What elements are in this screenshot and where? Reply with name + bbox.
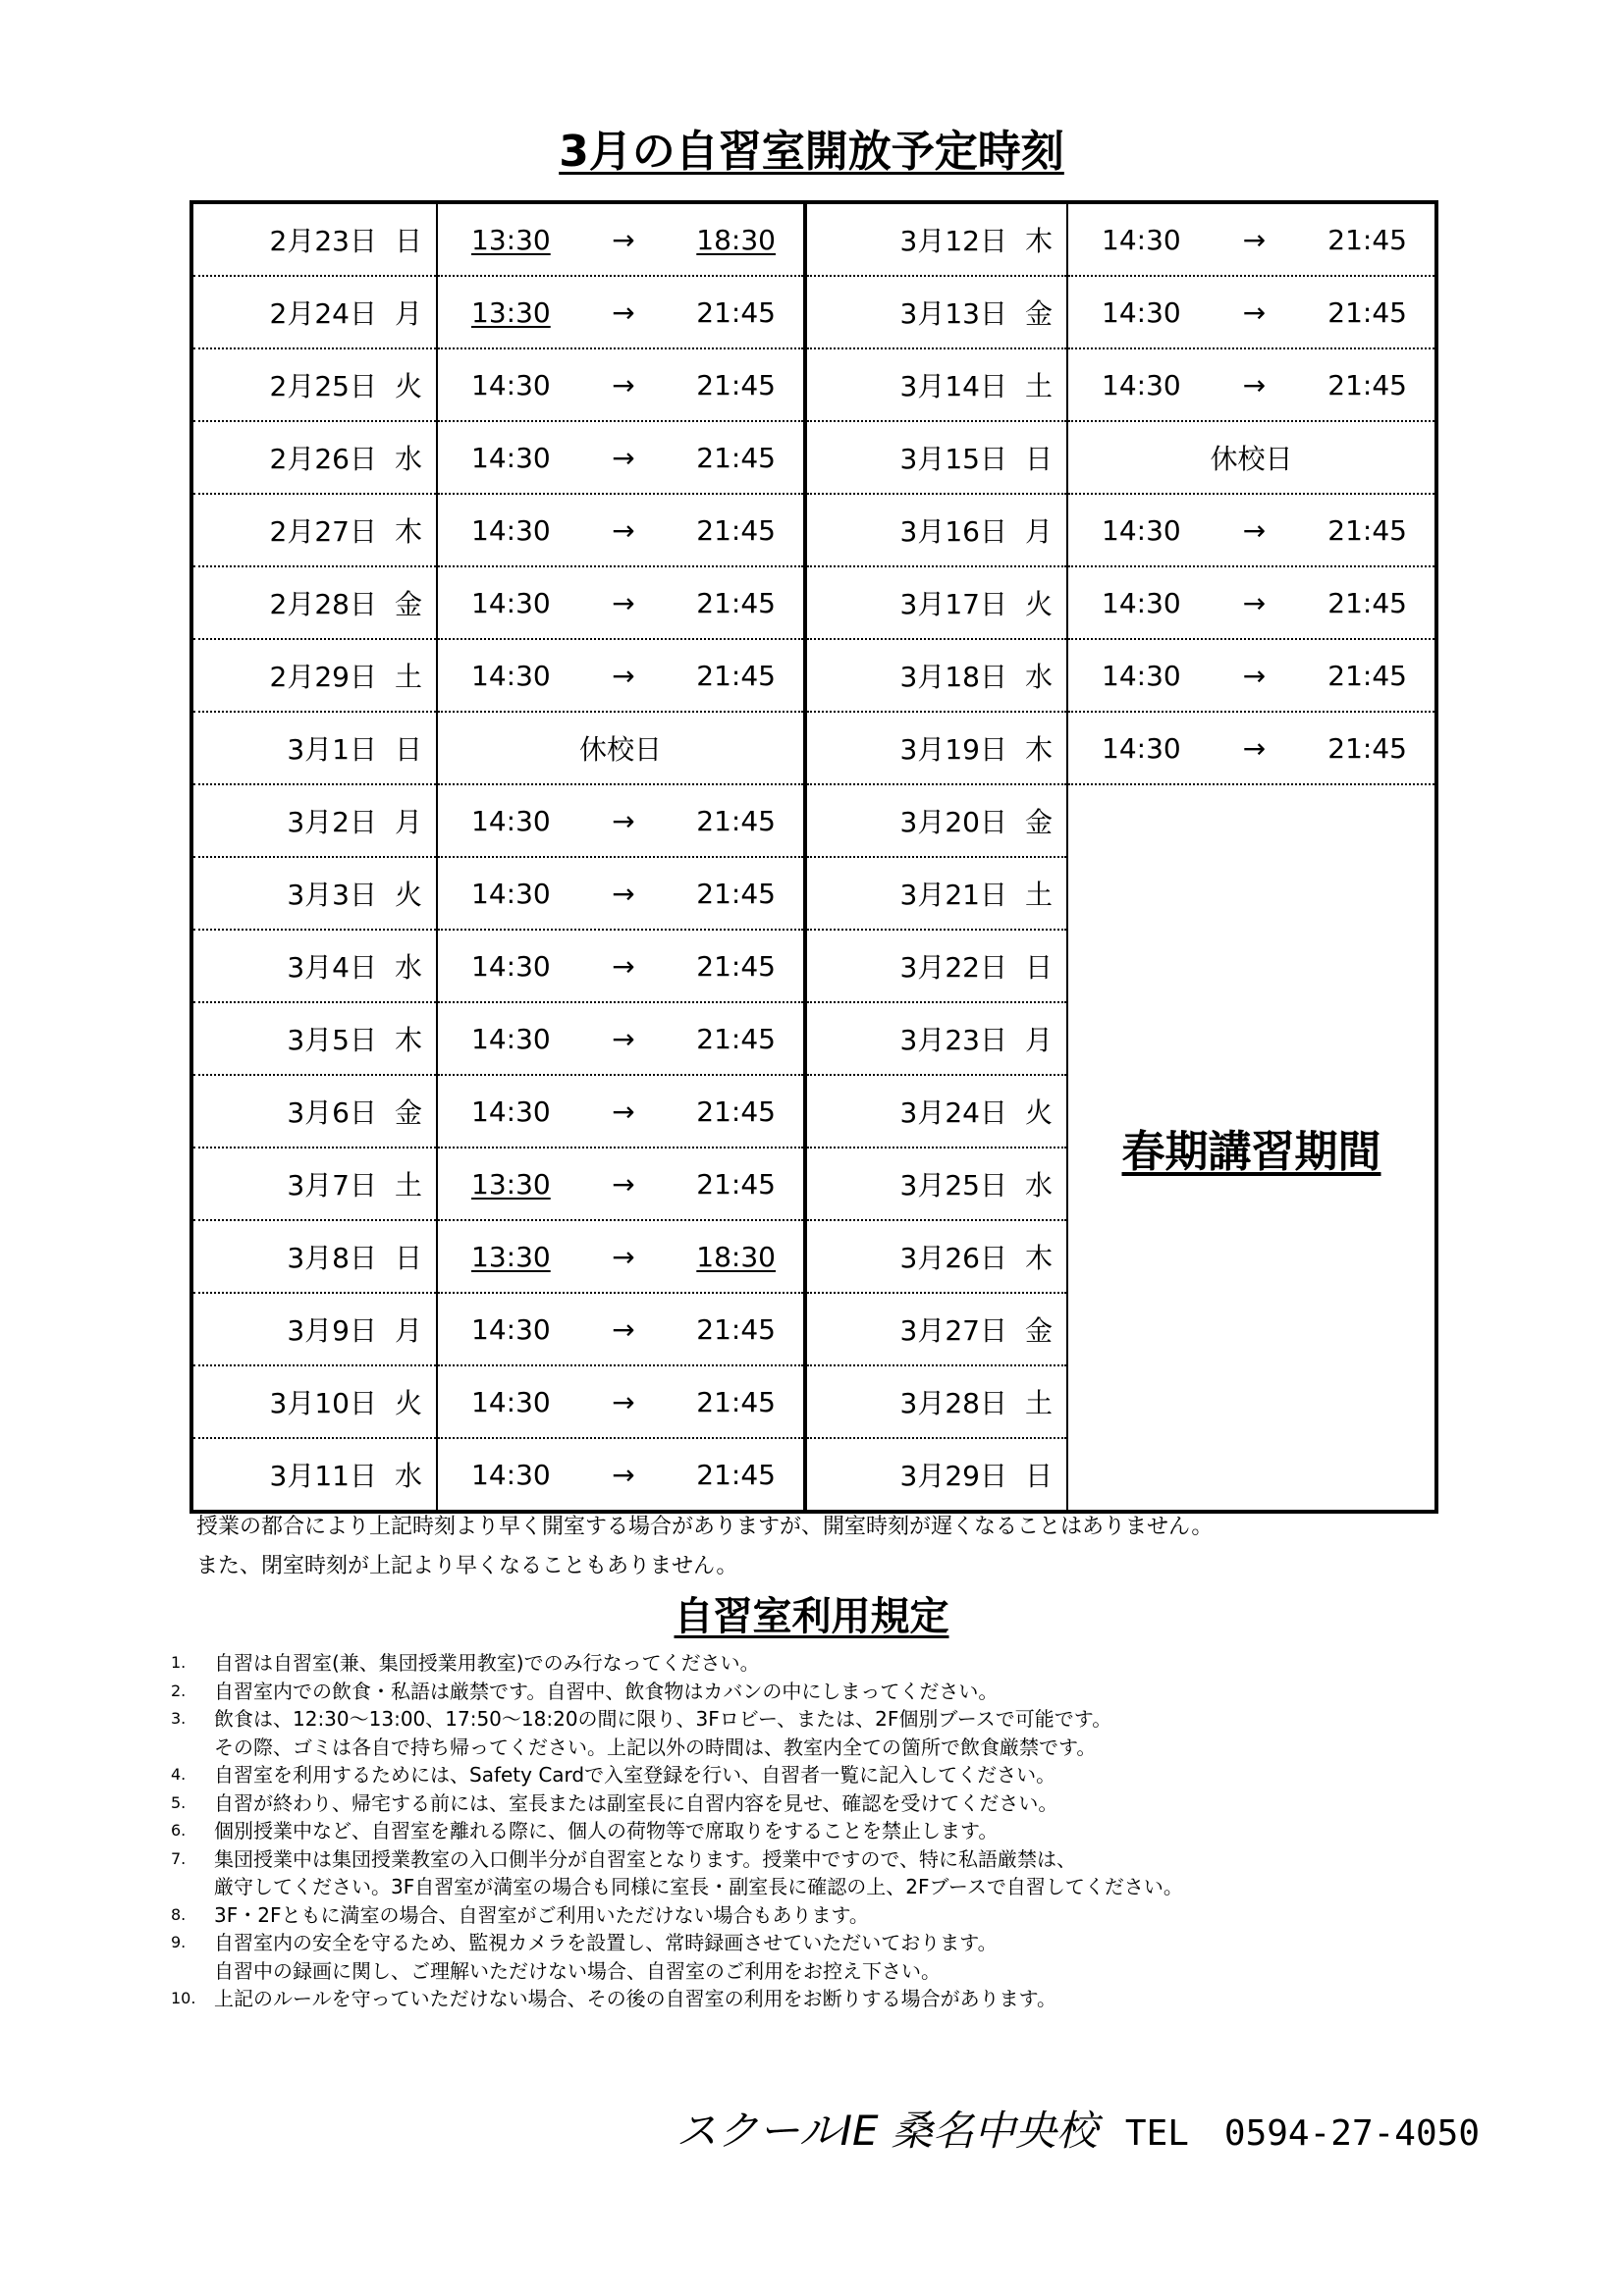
rule-number: 1. — [171, 1653, 187, 1672]
closed-label: 休校日 — [1210, 443, 1293, 475]
weekday: 木 — [1024, 733, 1053, 766]
close-time: 21:45 — [1327, 368, 1407, 401]
close-time: 21:45 — [696, 1312, 776, 1346]
time-cell — [437, 566, 805, 639]
date-cell — [191, 712, 437, 784]
date: 3月24日 — [899, 1096, 1007, 1129]
time-cell — [437, 930, 805, 1002]
time-cell — [437, 202, 805, 276]
date-cell — [191, 1148, 437, 1220]
time-cell — [1067, 202, 1436, 276]
date-cell — [191, 639, 437, 712]
schedule-row — [191, 421, 1436, 494]
rule-text: 自習が終わり、帰宅する前には、室長または副室長に自習内容を見せ、確認を受けてください。 — [214, 1790, 1058, 1815]
close-time: 21:45 — [696, 295, 776, 329]
time-range — [438, 587, 803, 619]
rule-text: 飲食は、12:30～13:00、17:50～18:20の間に限り、3Fロビー、または、2F個別ブースで可能です。 — [214, 1707, 1112, 1731]
open-time: 14:30 — [471, 513, 551, 547]
time-cell — [437, 712, 805, 784]
time-cell — [437, 639, 805, 712]
close-time: 21:45 — [696, 1385, 776, 1418]
arrow: → — [1242, 586, 1267, 619]
date: 2月25日 — [269, 370, 377, 402]
weekday: 土 — [1024, 879, 1053, 911]
weekday: 日 — [394, 225, 422, 257]
close-time: 21:45 — [696, 1022, 776, 1055]
rule-text: 集団授業中は集団授業教室の入口側半分が自習室となります。授業中ですので、特に私語厳禁は、 — [214, 1846, 1076, 1871]
rule-number: 6. — [171, 1821, 187, 1840]
time-cell — [1067, 494, 1436, 566]
rule-text: 自習室内での飲食・私語は厳禁です。自習中、飲食物はカバンの中にしまってください。 — [214, 1679, 999, 1703]
weekday: 月 — [394, 297, 422, 330]
page-title: 3月の自習室開放予定時刻 — [559, 127, 1064, 177]
date: 3月3日 — [287, 879, 377, 911]
close-time: 21:45 — [696, 513, 776, 547]
time-range — [1068, 514, 1434, 547]
time-range — [438, 1023, 803, 1055]
date-cell — [191, 421, 437, 494]
time-cell — [437, 857, 805, 930]
date-cell — [191, 1293, 437, 1365]
rule-item — [171, 1845, 1183, 1901]
close-time: 21:45 — [696, 804, 776, 837]
open-time: 14:30 — [471, 1312, 551, 1346]
rule-number: 8. — [171, 1904, 187, 1924]
close-time: 21:45 — [696, 441, 776, 474]
rule-item — [171, 1789, 1183, 1818]
weekday: 火 — [1024, 1096, 1053, 1129]
open-time: 14:30 — [471, 1385, 551, 1418]
weekday: 火 — [1024, 588, 1053, 620]
rules-title: 自習室利用規定 — [674, 1594, 949, 1639]
time-cell — [437, 1220, 805, 1293]
time-range — [438, 296, 803, 329]
rule-item — [171, 1761, 1183, 1789]
school-name: スクールIE 桑名中央校 — [676, 2107, 1098, 2155]
weekday: 火 — [394, 370, 422, 402]
open-time: 14:30 — [471, 1022, 551, 1055]
close-time: 21:45 — [1327, 731, 1407, 765]
open-time: 14:30 — [1102, 368, 1181, 401]
date-cell — [191, 348, 437, 421]
weekday: 月 — [394, 806, 422, 838]
open-time: 14:30 — [1102, 223, 1181, 256]
rule-text: 自習室を利用するためには、Safety Cardで入室登録を行い、自習者一覧に記入してください。 — [214, 1763, 1056, 1787]
date-cell — [191, 1438, 437, 1512]
date: 3月6日 — [287, 1096, 377, 1129]
close-time: 21:45 — [696, 877, 776, 910]
time-range — [438, 1168, 803, 1201]
weekday: 日 — [1024, 951, 1053, 984]
date: 3月19日 — [899, 733, 1007, 766]
arrow: → — [1242, 513, 1267, 547]
time-range — [1068, 296, 1434, 329]
weekday: 日 — [394, 733, 422, 766]
open-time: 14:30 — [471, 441, 551, 474]
date: 3月7日 — [287, 1169, 377, 1201]
weekday: 木 — [394, 515, 422, 548]
close-time: 21:45 — [1327, 513, 1407, 547]
time-range — [438, 805, 803, 837]
time-range — [1068, 732, 1434, 765]
time-range — [1068, 224, 1434, 256]
arrow: → — [612, 1022, 635, 1055]
time-cell — [437, 1293, 805, 1365]
weekday: 木 — [1024, 225, 1053, 257]
open-time: 13:30 — [471, 295, 551, 329]
date-cell — [191, 784, 437, 857]
time-cell — [437, 784, 805, 857]
rule-item — [171, 1678, 1183, 1706]
open-time: 14:30 — [471, 586, 551, 619]
weekday: 水 — [394, 951, 422, 984]
close-time: 21:45 — [1327, 659, 1407, 692]
weekday: 日 — [394, 1242, 422, 1274]
date: 3月18日 — [899, 661, 1007, 693]
open-time: 13:30 — [471, 1240, 551, 1273]
arrow: → — [612, 586, 635, 619]
date: 3月1日 — [287, 733, 377, 766]
date: 3月29日 — [899, 1460, 1007, 1492]
weekday: 木 — [1024, 1242, 1053, 1274]
open-time: 14:30 — [471, 1095, 551, 1128]
date-cell — [805, 857, 1067, 930]
weekday: 火 — [394, 1387, 422, 1419]
time-range — [438, 660, 803, 692]
time-range — [438, 1241, 803, 1273]
close-time: 21:45 — [1327, 295, 1407, 329]
rule-item — [171, 1985, 1183, 2013]
time-cell — [437, 1075, 805, 1148]
rule-item — [171, 1705, 1183, 1761]
date: 2月26日 — [269, 443, 377, 475]
time-cell — [437, 348, 805, 421]
time-range — [438, 950, 803, 983]
time-range — [1068, 660, 1434, 692]
rule-number: 9. — [171, 1933, 187, 1951]
rule-number: 4. — [171, 1765, 187, 1784]
arrow: → — [1242, 659, 1267, 692]
close-time: 18:30 — [696, 1240, 776, 1273]
date-cell — [191, 1365, 437, 1438]
open-time: 14:30 — [471, 659, 551, 692]
footer — [676, 2099, 1480, 2158]
date-cell — [805, 1365, 1067, 1438]
schedule-row — [191, 639, 1436, 712]
weekday: 金 — [1024, 1314, 1053, 1347]
close-time: 21:45 — [696, 1167, 776, 1201]
arrow: → — [612, 1385, 635, 1418]
arrow: → — [1242, 223, 1267, 256]
close-time: 21:45 — [1327, 223, 1407, 256]
weekday: 日 — [1024, 443, 1053, 475]
date-cell — [191, 494, 437, 566]
weekday: 水 — [1024, 1169, 1053, 1201]
weekday: 水 — [394, 1460, 422, 1492]
rule-item — [171, 1901, 1183, 1930]
rule-item — [171, 1649, 1183, 1678]
schedule-row — [191, 202, 1436, 276]
weekday: 月 — [394, 1314, 422, 1347]
rule-text: 厳守してください。3F自習室が満室の場合も同様に室長・副室長に確認の上、2Fブースで自習してください。 — [214, 1875, 1183, 1898]
time-range — [438, 514, 803, 547]
date: 3月4日 — [287, 951, 377, 984]
date-cell — [805, 712, 1067, 784]
arrow: → — [612, 368, 635, 401]
time-cell — [1067, 639, 1436, 712]
arrow: → — [612, 295, 635, 329]
schedule-row — [191, 784, 1436, 857]
time-cell — [437, 276, 805, 348]
rule-number: 2. — [171, 1681, 187, 1700]
rules-list — [171, 1649, 1183, 2013]
date-cell — [191, 1220, 437, 1293]
arrow: → — [612, 223, 635, 256]
open-time: 13:30 — [471, 1167, 551, 1201]
date: 3月27日 — [899, 1314, 1007, 1347]
time-cell — [1067, 421, 1436, 494]
weekday: 金 — [1024, 297, 1053, 330]
rule-text: その際、ゴミは各自で持ち帰ってください。上記以外の時間は、教室内全ての箇所で飲食厳禁です。 — [214, 1735, 1097, 1759]
time-range — [438, 1386, 803, 1418]
close-time: 21:45 — [696, 368, 776, 401]
date: 3月16日 — [899, 515, 1007, 548]
date-cell — [805, 639, 1067, 712]
rule-text: 自習室内の安全を守るため、監視カメラを設置し、常時録画させていただいております。 — [214, 1931, 998, 1954]
date-cell — [191, 930, 437, 1002]
close-time: 21:45 — [1327, 586, 1407, 619]
note-line: 授業の都合により上記時刻より早く開室する場合がありますが、開室時刻が遅くなることはありません。 — [196, 1515, 1214, 1539]
arrow: → — [612, 877, 635, 910]
date: 3月14日 — [899, 370, 1007, 402]
date: 3月20日 — [899, 806, 1007, 838]
open-time: 14:30 — [1102, 659, 1181, 692]
time-cell — [437, 1002, 805, 1075]
weekday: 土 — [394, 1169, 422, 1201]
close-time: 21:45 — [696, 1095, 776, 1128]
rule-text: 3F・2Fともに満室の場合、自習室がご利用いただけない場合もあります。 — [214, 1902, 869, 1927]
rule-item — [171, 1929, 1183, 1985]
weekday: 水 — [1024, 661, 1053, 693]
time-range — [438, 1313, 803, 1346]
time-cell — [1067, 566, 1436, 639]
date-cell — [805, 202, 1067, 276]
date-cell — [805, 348, 1067, 421]
date-cell — [191, 1002, 437, 1075]
arrow: → — [1242, 295, 1267, 329]
date-cell — [805, 1075, 1067, 1148]
close-time: 21:45 — [696, 659, 776, 692]
date-cell — [805, 421, 1067, 494]
open-time: 14:30 — [1102, 731, 1181, 765]
date: 3月22日 — [899, 951, 1007, 984]
date-cell — [191, 857, 437, 930]
date-cell — [805, 1293, 1067, 1365]
weekday: 月 — [1024, 515, 1053, 548]
time-range — [1068, 369, 1434, 401]
date-cell — [805, 494, 1067, 566]
open-time: 13:30 — [471, 223, 551, 256]
weekday: 金 — [394, 588, 422, 620]
open-time: 14:30 — [1102, 586, 1181, 619]
date-cell — [805, 1220, 1067, 1293]
weekday: 土 — [1024, 370, 1053, 402]
time-cell — [1067, 348, 1436, 421]
date: 3月10日 — [269, 1387, 377, 1419]
arrow: → — [612, 949, 635, 983]
time-range — [438, 369, 803, 401]
date: 3月25日 — [899, 1169, 1007, 1201]
rule-number: 3. — [171, 1709, 187, 1728]
weekday: 日 — [1024, 1460, 1053, 1492]
date-cell — [805, 1002, 1067, 1075]
date: 3月26日 — [899, 1242, 1007, 1274]
arrow: → — [612, 441, 635, 474]
date: 3月9日 — [287, 1314, 377, 1347]
date: 2月23日 — [269, 225, 377, 257]
closed-label: 休校日 — [578, 733, 662, 766]
date-cell — [191, 566, 437, 639]
time-range — [438, 224, 803, 256]
date-cell — [805, 276, 1067, 348]
rule-number: 5. — [171, 1792, 187, 1812]
date-cell — [805, 930, 1067, 1002]
schedule-row — [191, 276, 1436, 348]
weekday: 火 — [394, 879, 422, 911]
weekday: 月 — [1024, 1024, 1053, 1056]
arrow: → — [1242, 368, 1267, 401]
notes — [196, 1508, 1213, 1586]
open-time: 14:30 — [471, 368, 551, 401]
schedule-row — [191, 348, 1436, 421]
weekday: 土 — [394, 661, 422, 693]
time-range — [438, 878, 803, 910]
rule-item — [171, 1817, 1183, 1845]
date-cell — [191, 276, 437, 348]
time-cell — [1067, 712, 1436, 784]
rule-number: 10. — [171, 1989, 196, 2007]
date: 3月5日 — [287, 1024, 377, 1056]
telephone: TEL 0594-27-4050 — [1124, 2113, 1480, 2154]
open-time: 14:30 — [471, 877, 551, 910]
weekday: 金 — [394, 1096, 422, 1129]
spring-course-label: 春期講習期間 — [1121, 1127, 1381, 1177]
date: 3月15日 — [899, 443, 1007, 475]
time-cell — [437, 494, 805, 566]
date: 3月21日 — [899, 879, 1007, 911]
close-time: 21:45 — [696, 1458, 776, 1491]
date: 2月29日 — [269, 661, 377, 693]
close-time: 21:45 — [696, 586, 776, 619]
time-cell — [1067, 276, 1436, 348]
date: 2月28日 — [269, 588, 377, 620]
open-time: 14:30 — [471, 804, 551, 837]
note-line: また、閉室時刻が上記より早くなることもありません。 — [196, 1554, 738, 1578]
time-cell — [437, 1438, 805, 1512]
date-cell — [805, 566, 1067, 639]
date: 3月11日 — [269, 1460, 377, 1492]
date: 2月27日 — [269, 515, 377, 548]
schedule-row — [191, 712, 1436, 784]
schedule-table — [189, 200, 1438, 1514]
rule-text: 個別授業中など、自習室を離れる際に、個人の荷物等で席取りをすることを禁止します。 — [214, 1819, 999, 1842]
rule-text: 上記のルールを守っていただけない場合、その後の自習室の利用をお断りする場合があります。 — [214, 1987, 1056, 2010]
weekday: 金 — [1024, 806, 1053, 838]
arrow: → — [612, 513, 635, 547]
rule-text: 自習中の録画に関し、ご理解いただけない場合、自習室のご利用をお控え下さい。 — [214, 1958, 941, 1983]
arrow: → — [612, 1167, 635, 1201]
arrow: → — [612, 1240, 635, 1273]
open-time: 14:30 — [471, 949, 551, 983]
arrow: → — [612, 1095, 635, 1128]
date-cell — [805, 1148, 1067, 1220]
date: 3月23日 — [899, 1024, 1007, 1056]
schedule-row — [191, 566, 1436, 639]
arrow: → — [612, 1458, 635, 1491]
time-range — [1068, 587, 1434, 619]
arrow: → — [612, 1312, 635, 1346]
date-cell — [191, 1075, 437, 1148]
arrow: → — [1242, 731, 1267, 765]
schedule-body — [191, 202, 1436, 1512]
date-cell — [805, 1438, 1067, 1512]
weekday: 土 — [1024, 1387, 1053, 1419]
date: 3月13日 — [899, 297, 1007, 330]
weekday: 木 — [394, 1024, 422, 1056]
open-time: 14:30 — [1102, 295, 1181, 329]
date: 2月24日 — [269, 297, 377, 330]
date: 3月17日 — [899, 588, 1007, 620]
arrow: → — [612, 804, 635, 837]
arrow: → — [612, 659, 635, 692]
time-range — [438, 1095, 803, 1128]
time-range — [438, 1459, 803, 1491]
schedule-row — [191, 494, 1436, 566]
time-cell — [437, 1365, 805, 1438]
rule-text: 自習は自習室(兼、集団授業用教室)でのみ行なってください。 — [214, 1651, 760, 1675]
date-cell — [191, 202, 437, 276]
close-time: 21:45 — [696, 949, 776, 983]
date: 3月12日 — [899, 225, 1007, 257]
date: 3月2日 — [287, 806, 377, 838]
rule-number: 7. — [171, 1848, 187, 1868]
date: 3月8日 — [287, 1242, 377, 1274]
date: 3月28日 — [899, 1387, 1007, 1419]
time-range — [438, 442, 803, 474]
open-time: 14:30 — [471, 1458, 551, 1491]
time-cell — [437, 421, 805, 494]
open-time: 14:30 — [1102, 513, 1181, 547]
date-cell — [805, 784, 1067, 857]
close-time: 18:30 — [696, 223, 776, 256]
weekday: 水 — [394, 443, 422, 475]
time-cell — [437, 1148, 805, 1220]
